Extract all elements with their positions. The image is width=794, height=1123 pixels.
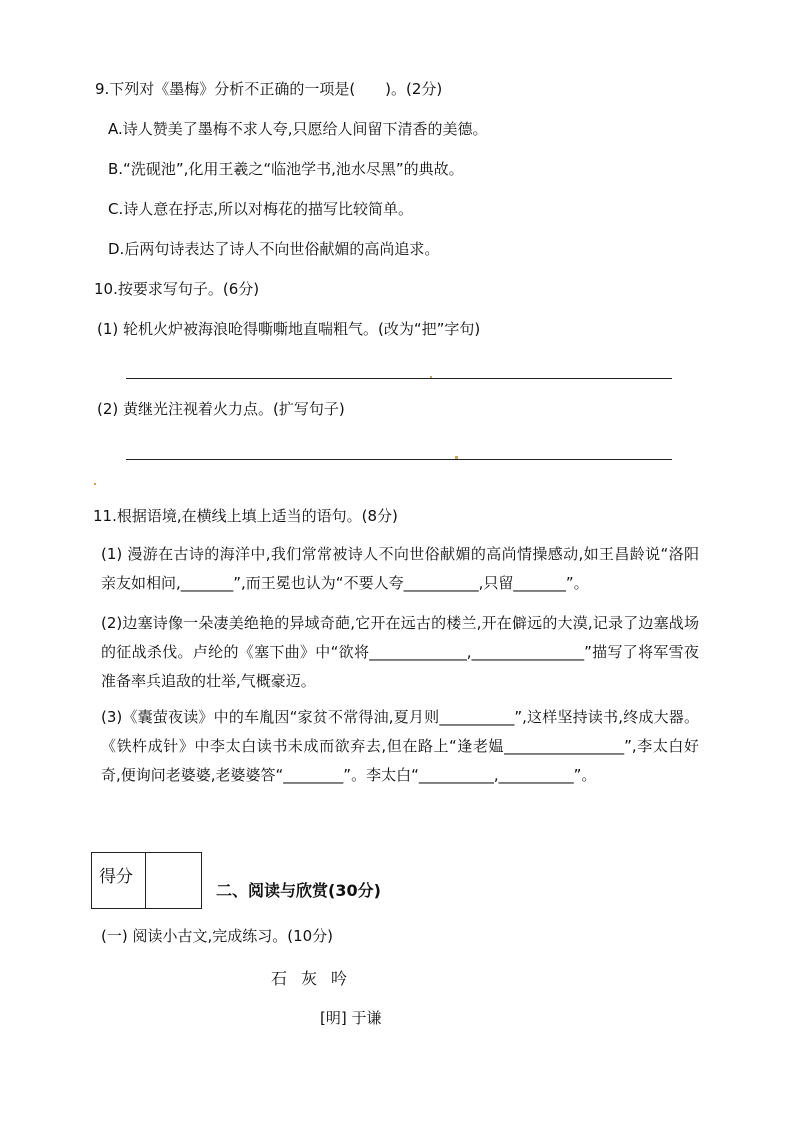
q11-stem: 11.根据语境,在横线上填上适当的语句。(8分) [93,507,398,525]
q9-stem: 9.下列对《墨梅》分析不正确的一项是( )。(2分) [95,80,443,98]
q11-paragraph-1: (1) 漫游在古诗的海洋中,我们常常被诗人不向世俗献媚的高尚情操感动,如王昌龄说“洛阳亲友如相问,_______”,而王冕也认为“不要人夸__________,只留_______”。 [101,545,699,592]
q10-stem: 10.按要求写句子。(6分) [94,280,260,298]
q11-paragraph-3: (3)《囊萤夜读》中的车胤因“家贫不常得油,夏月则__________”,这样坚持读书,终成大器。《铁杵成针》中李太白读书未成而欲弃去,但在路上“逢老媪________________”,李太白好奇,便询问老婆婆,老婆婆答“________”。李太白“__________,__________”。 [101,708,699,784]
q9-option-c: C.诗人意在抒志,所以对梅花的描写比较简单。 [108,200,414,218]
section-subtitle: (一) 阅读小古文,完成练习。(10分) [101,927,334,945]
q9-option-a: A.诗人赞美了墨梅不求人夸,只愿给人间留下清香的美德。 [108,120,488,138]
poem-title: 石灰吟 [271,969,362,988]
q9-option-b: B.“洗砚池”,化用王羲之“临池学书,池水尽黑”的典故。 [108,160,464,178]
section-title: 二、阅读与欣赏(30分) [216,881,381,900]
answer-line-2[interactable] [126,459,672,460]
q10-item-1: (1) 轮机火炉被海浪呛得嘶嘶地直喘粗气。(改为“把”字句) [97,320,481,338]
scan-speck [94,483,96,485]
answer-line-1[interactable] [126,378,672,379]
scan-speck [430,376,432,378]
scan-speck [455,456,458,459]
poem-author: [明] 于谦 [320,1009,382,1027]
q10-item-2: (2) 黄继光注视着火力点。(扩写句子) [97,400,345,418]
score-value[interactable] [146,853,201,908]
score-box [91,852,202,909]
q9-option-d: D.后两句诗表达了诗人不向世俗献媚的高尚追求。 [108,240,440,258]
q11-paragraph-2: (2)边塞诗像一朵凄美绝艳的异域奇葩,它开在远古的楼兰,开在僻远的大漠,记录了边塞战场的征战杀伐。卢纶的《塞下曲》中“欲将_____________,_______________”描写了将军雪夜准备率兵追敌的壮举,气概豪迈。 [101,614,699,690]
score-label: 得分 [92,853,146,908]
